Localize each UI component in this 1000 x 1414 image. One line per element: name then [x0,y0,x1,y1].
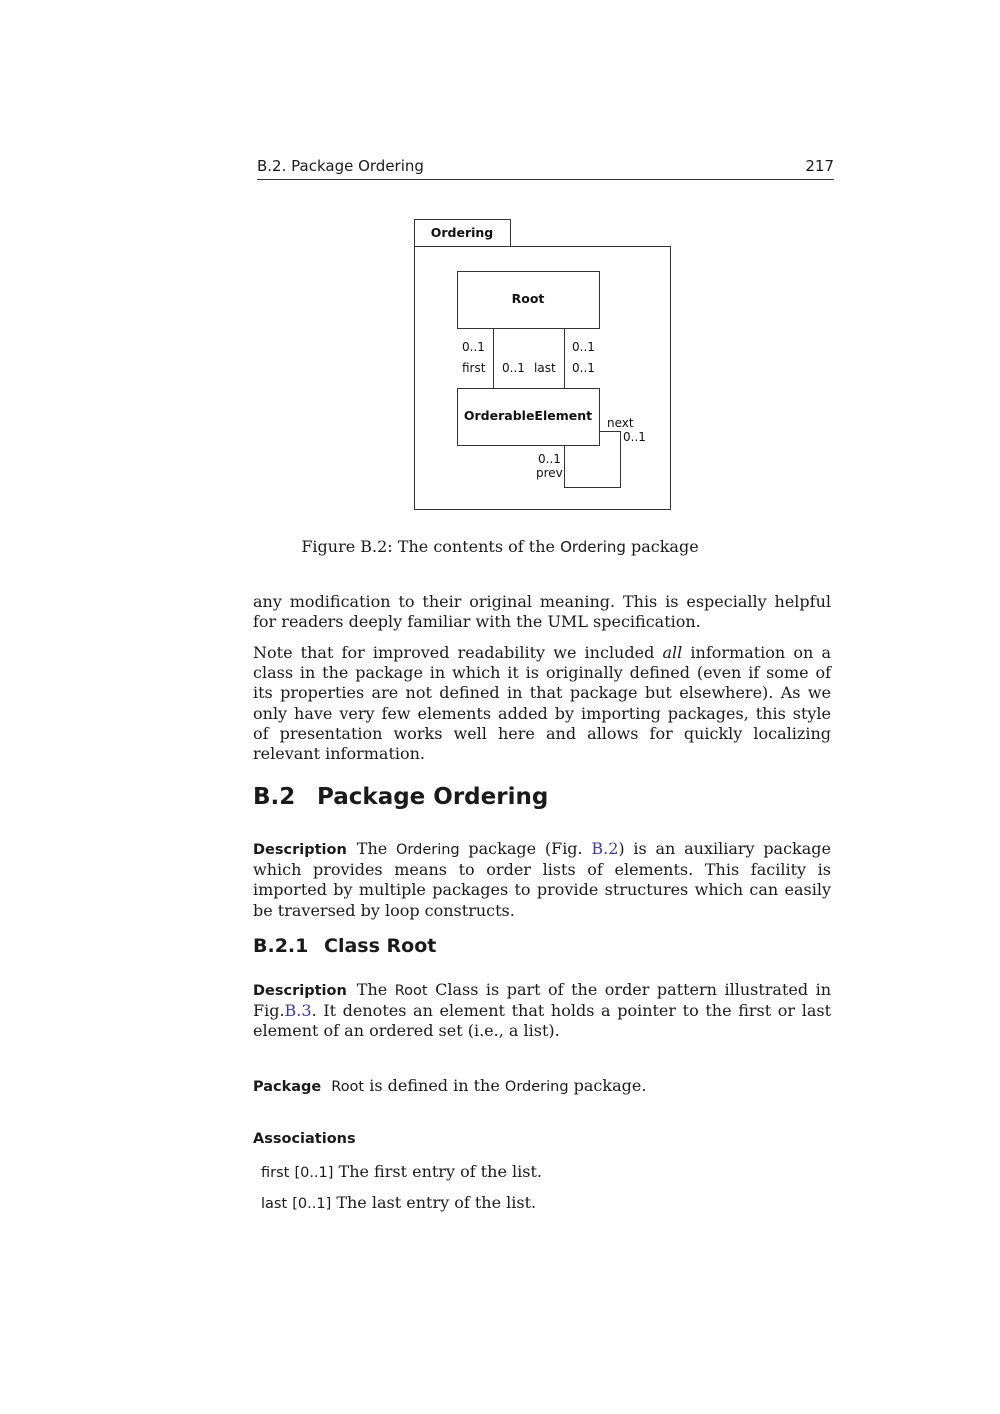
package-text-2: package. [568,1076,647,1095]
association-name: last [261,1196,288,1212]
class-orderable-element-label: OrderableElement [463,408,593,423]
association-item-first [261,1162,542,1181]
running-header [257,157,834,180]
intro-paragraph-1: any modification to their original meaning. This is especially helpful for readers deeply familiar with the UML specification. [253,592,831,632]
figure-caption-prefix: Figure B.2: The contents of the [301,537,561,556]
label-first-role: first [462,361,486,375]
package-code-ordering: Ordering [504,1079,569,1095]
subsection-description-label: Description [253,983,347,999]
package-text-1: is defined in the [364,1076,505,1095]
subsection-description-text-3: . It denotes an element that holds a pointer to the first or last element of an ordered set (i.e., a list). [253,1001,831,1041]
intro-p2-after: information on a class in the package in which it is originally defined (even if some of its properties are not defined in that package but elsewhere). As we only have very few elements added by importing packages, this style of presentation works well here and allows for quickly localizing relevant information. [253,643,831,764]
class-root-box [458,272,600,329]
section-description-code: Ordering [396,842,460,858]
label-first-mult-top: 0..1 [462,340,485,354]
section-title: Package Ordering [317,784,549,810]
section-description [253,839,831,921]
label-last-mult-top: 0..1 [572,340,595,354]
package-tab [415,220,511,247]
figure-caption [0,537,1000,556]
subsection-title: Class Root [324,935,437,957]
package-paragraph [253,1076,831,1097]
section-description-text-2: package (Fig. [459,839,592,858]
section-description-text-3: ) is an auxiliary package which provides means to order lists of elements. This facility is imported by multiple packages to provide structures which can easily be traversed by loop constructs. [253,839,831,920]
package-code-root: Root [331,1079,365,1095]
label-last-mult-bottom: 0..1 [572,361,595,375]
section-number: B.2 [253,784,296,810]
figure-caption-suffix: package [625,537,699,556]
subsection-description [253,980,831,1042]
label-prev-mult: 0..1 [538,452,561,466]
subsection-description-text-2: Class is part of the order pattern illustrated in Fig. [253,980,831,1021]
package-label: Package [253,1079,322,1095]
class-root-label: Root [511,291,545,306]
section-description-text-1: The [356,839,396,858]
figure-reference-link-b3[interactable]: B.3 [284,1001,312,1021]
subsection-number: B.2.1 [253,935,309,957]
association-text: The first entry of the list. [338,1162,542,1181]
figure-caption-code: Ordering [560,538,626,556]
association-multiplicity: [0..1] [292,1196,332,1212]
subsection-heading [253,935,436,957]
intro-p2-emphasis: all [662,643,683,662]
page-number: 217 [805,157,834,175]
label-last-role: last [534,361,556,375]
subsection-description-text-1: The [356,980,395,999]
association-multiplicity: [0..1] [294,1165,334,1181]
section-description-label: Description [253,842,347,858]
association-next-prev-line [565,432,621,488]
package-body [415,247,671,510]
label-next-mult: 0..1 [623,430,646,444]
label-first-mult-bottom: 0..1 [502,361,525,375]
package-tab-label: Ordering [430,225,494,240]
class-orderable-element-box [458,389,600,446]
intro-p2-before: Note that for improved readability we included [253,643,663,662]
figure-reference-link[interactable]: B.2 [591,839,619,858]
label-next-role: next [607,416,634,430]
intro-paragraph-2 [253,643,831,764]
running-header-section: B.2. Package Ordering [257,157,424,175]
association-item-last [261,1193,536,1212]
section-heading [253,784,548,810]
subsection-description-code: Root [394,983,428,999]
association-name: first [261,1165,290,1181]
associations-heading: Associations [253,1131,356,1147]
label-prev-role: prev [536,466,563,480]
association-text: The last entry of the list. [336,1193,537,1212]
